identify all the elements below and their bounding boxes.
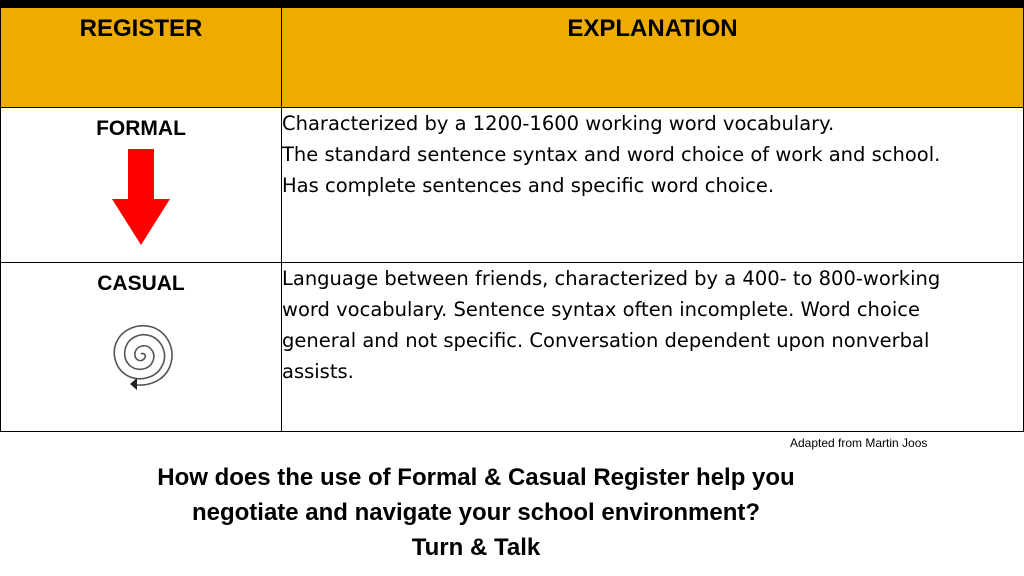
top-bar bbox=[0, 0, 1024, 7]
table-row bbox=[1, 108, 1024, 263]
register-cell-casual bbox=[1, 263, 282, 432]
discussion-question bbox=[100, 460, 852, 565]
table-row bbox=[1, 263, 1024, 432]
register-name: FORMAL bbox=[96, 117, 186, 140]
explanation-line: Language between friends, characterized by a 400- to 800-working bbox=[282, 267, 941, 290]
question-line: negotiate and navigate your school environment? bbox=[191, 499, 761, 526]
explanation-line: general and not specific. Conversation dependent upon nonverbal bbox=[282, 329, 930, 352]
question-line: How does the use of Formal & Casual Register help you bbox=[157, 464, 795, 491]
explanation-line: Characterized by a 1200-1600 working word vocabulary. bbox=[282, 112, 835, 135]
table-header-row bbox=[1, 8, 1024, 108]
register-table bbox=[0, 7, 1024, 432]
red-down-arrow-icon bbox=[106, 149, 176, 249]
register-name: CASUAL bbox=[97, 272, 185, 295]
credit-note: Adapted from Martin Joos bbox=[790, 436, 928, 450]
explanation-line: The standard sentence syntax and word choice of work and school. bbox=[282, 143, 941, 166]
turn-and-talk: Turn & Talk bbox=[411, 534, 541, 561]
explanation-line: word vocabulary. Sentence syntax often incomplete. Word choice bbox=[282, 298, 920, 321]
explanation-line: Has complete sentences and specific word choice. bbox=[282, 174, 775, 197]
header-register: REGISTER bbox=[1, 8, 282, 108]
explanation-line: assists. bbox=[282, 360, 354, 383]
header-explanation: EXPLANATION bbox=[282, 8, 1024, 108]
explanation-cell-formal bbox=[282, 108, 1024, 263]
explanation-cell-casual bbox=[282, 263, 1024, 432]
register-cell-formal bbox=[1, 108, 282, 263]
spiral-icon bbox=[91, 306, 191, 406]
